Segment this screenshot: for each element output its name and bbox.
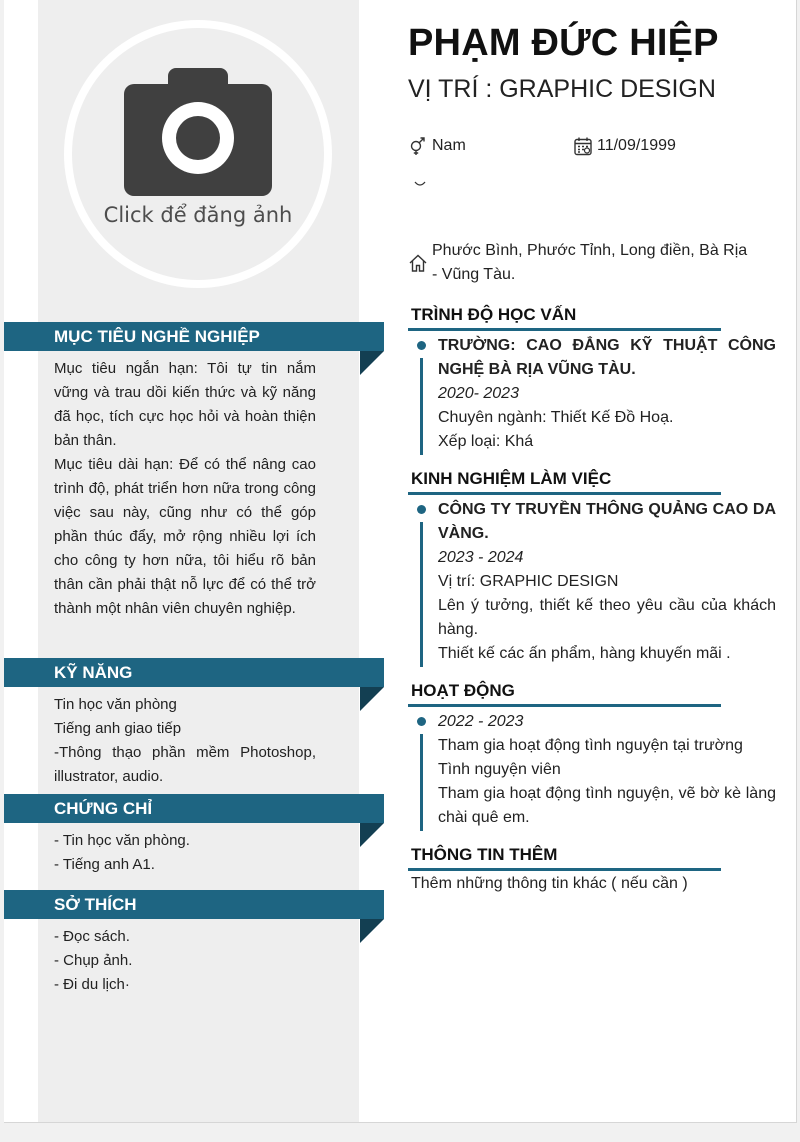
experience-entry	[438, 498, 776, 666]
timeline-line	[420, 734, 423, 831]
experience-duty: Thiết kế các ấn phẩm, hàng khuyến mãi .	[438, 645, 731, 662]
photo-caption[interactable]: Click để đăng ảnh	[103, 203, 293, 227]
gender-icon	[408, 136, 428, 156]
education-period: 2020- 2023	[438, 385, 519, 402]
banner-fold	[360, 351, 384, 375]
phone-icon-fragment	[414, 180, 426, 188]
camera-icon[interactable]	[124, 66, 272, 196]
skill-item: -Thông thạo phần mềm Photoshop, illustrator, audio.	[54, 744, 316, 785]
certificate-item: - Tiếng anh A1.	[54, 856, 155, 873]
activities-heading: HOẠT ĐỘNG	[411, 681, 515, 700]
timeline-bullet	[417, 717, 426, 726]
address-info	[408, 239, 748, 287]
gender-value: Nam	[432, 137, 466, 154]
hobbies-heading: SỞ THÍCH	[4, 890, 384, 919]
activities-entry	[438, 710, 776, 830]
education-heading: TRÌNH ĐỘ HỌC VẤN	[411, 305, 577, 324]
activity-item: Tham gia hoạt động tình nguyện tại trường	[438, 737, 743, 754]
activities-period: 2022 - 2023	[438, 713, 524, 730]
gender-info	[408, 136, 466, 156]
banner-fold	[360, 919, 384, 943]
birthday-info	[573, 136, 676, 156]
skill-item: Tiếng anh giao tiếp	[54, 720, 182, 737]
skills-list	[54, 693, 316, 789]
banner-fold	[360, 823, 384, 847]
address-value: Phước Bình, Phước Tỉnh, Long điền, Bà Rịa - Vũng Tàu.	[432, 242, 748, 283]
certificate-item: - Tin học văn phòng.	[54, 832, 190, 849]
hobby-item: - Đi du lịch·	[54, 976, 130, 993]
education-grade: Xếp loại: Khá	[438, 433, 534, 450]
experience-period: 2023 - 2024	[438, 549, 524, 566]
objective-text	[54, 357, 316, 621]
objective-long-term: Mục tiêu dài hạn: Để có thể nâng cao trình độ, phát triển hơn nữa trong công việc sau này, cũng như có thể góp phần thúc đẩy, mở rộng nhiều lợi ích cho công ty hơn nữa, tôi hiểu rõ bản thân cần phải thật nỗ lực để có thể trở thành một nhân viên chuyên nghiệp.	[54, 456, 316, 617]
school-name: TRƯỜNG: CAO ĐẲNG KỸ THUẬT CÔNG NGHỆ BÀ RỊA VŨNG TÀU.	[438, 337, 776, 378]
company-name: CÔNG TY TRUYỀN THÔNG QUẢNG CAO DA VÀNG.	[438, 501, 776, 542]
activity-item: Tình nguyện viên	[438, 761, 561, 778]
certificates-list	[54, 829, 316, 877]
skills-heading: KỸ NĂNG	[4, 658, 384, 687]
timeline-line	[420, 358, 423, 455]
certificates-heading: CHỨNG CHỈ	[4, 794, 384, 823]
job-position: VỊ TRÍ : GRAPHIC DESIGN	[408, 75, 716, 103]
heading-underline	[408, 492, 721, 495]
hobbies-list	[54, 925, 316, 997]
education-entry	[438, 334, 776, 454]
home-icon	[408, 253, 428, 273]
education-major: Chuyên ngành: Thiết Kế Đồ Hoạ.	[438, 409, 674, 426]
timeline-line	[420, 522, 423, 667]
objective-short-term: Mục tiêu ngắn hạn: Tôi tự tin nắm vững và trau dồi kiến thức và kỹ năng đã học, tích cực học hỏi và hoàn thiện bản thân.	[54, 360, 316, 449]
experience-duty: Lên ý tưởng, thiết kế theo yêu cầu của khách hàng.	[438, 597, 776, 638]
timeline-bullet	[417, 341, 426, 350]
experience-heading: KINH NGHIỆM LÀM VIỆC	[411, 469, 612, 488]
heading-underline	[408, 704, 721, 707]
heading-underline	[408, 868, 721, 871]
experience-role: Vị trí: GRAPHIC DESIGN	[438, 573, 619, 590]
hobby-item: - Chụp ảnh.	[54, 952, 133, 969]
hobby-item: - Đọc sách.	[54, 928, 130, 945]
full-name: PHẠM ĐỨC HIỆP	[408, 22, 719, 64]
heading-underline	[408, 328, 721, 331]
extra-info-text: Thêm những thông tin khác ( nếu cần )	[411, 875, 688, 892]
banner-fold	[360, 687, 384, 711]
objective-heading: MỤC TIÊU NGHỀ NGHIỆP	[4, 322, 384, 351]
timeline-bullet	[417, 505, 426, 514]
birthday-value: 11/09/1999	[597, 137, 676, 154]
calendar-icon	[573, 136, 593, 156]
extra-info-heading: THÔNG TIN THÊM	[411, 845, 558, 864]
activity-item: Tham gia hoạt động tình nguyện, vẽ bờ kè làng chài quê em.	[438, 785, 776, 826]
skill-item: Tin học văn phòng	[54, 696, 177, 713]
